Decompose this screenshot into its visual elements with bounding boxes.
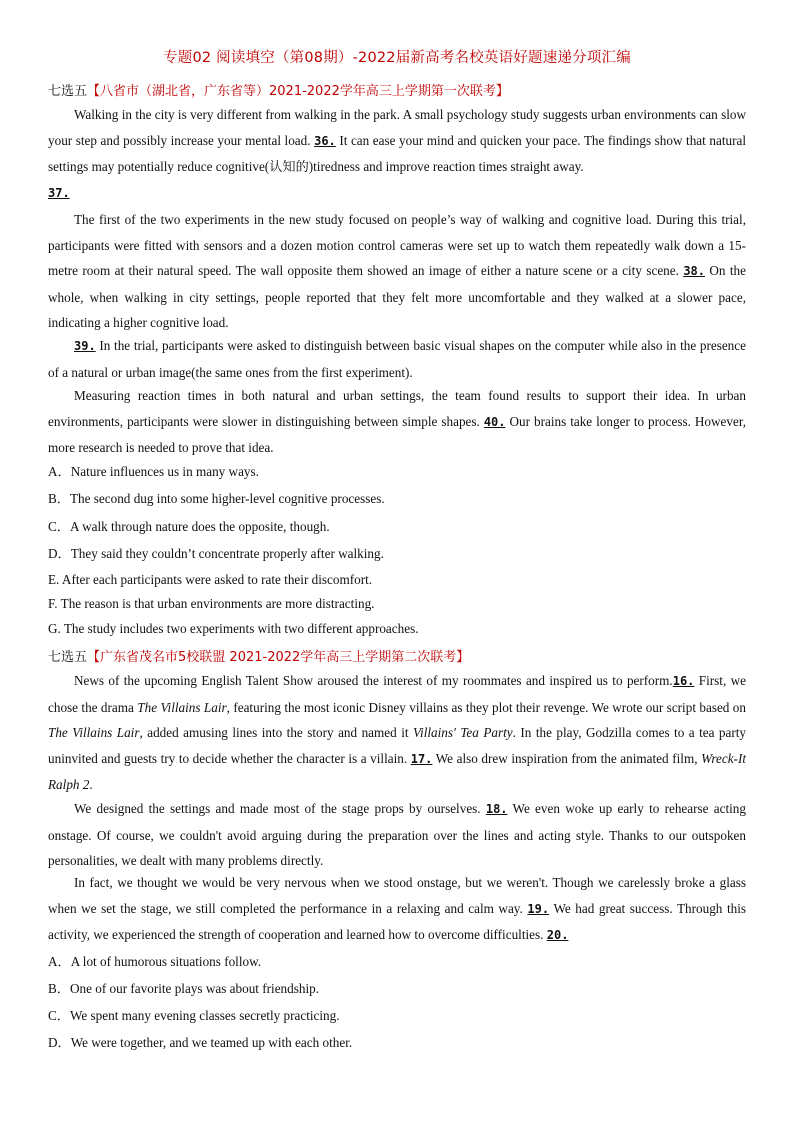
text: , featuring the most iconic Disney villains as they plot their revenge. We wrote our script based on <box>226 699 746 715</box>
text: We designed the settings and made most of the stage props by ourselves. <box>74 801 486 816</box>
text: First, we chose the drama <box>48 673 747 715</box>
s2-option-b: B．One of our favorite plays was about friendship. <box>48 981 320 996</box>
blank-36[interactable]: 36. <box>314 133 336 148</box>
s2-option-c: C．We spent many evening classes secretly practicing. <box>48 1008 340 1023</box>
s1-paragraph-3 <box>48 333 746 385</box>
s1-option-a: A．Nature influences us in many ways. <box>48 464 259 479</box>
text: News of the upcoming English Talent Show aroused the interest of my roommates and inspired us to perform. <box>74 673 673 688</box>
blank-20[interactable]: 20. <box>546 928 569 942</box>
s2-option-a: A．A lot of humorous situations follow. <box>48 954 262 969</box>
blank-19[interactable]: 19. <box>527 901 550 916</box>
s1-option-c: C．A walk through nature does the opposite, though. <box>48 519 330 534</box>
s2-paragraph-2 <box>48 796 746 874</box>
section-2-label: 七选五 <box>48 650 88 665</box>
text: Walking in the city is very different from walking in the park. A small psychology study suggests urban environments can slow your step and possibly increase your mental load. <box>48 107 746 148</box>
text: . <box>89 777 93 792</box>
text: , added amusing lines into the story and named it <box>139 725 413 740</box>
blank-17[interactable]: 17. <box>410 751 433 766</box>
s1-option-f: F. The reason is that urban environments are more distracting. <box>48 596 375 611</box>
text: In fact, we thought we would be very nervous when we stood onstage, but we weren't. Though we carelessly broke a glass when we set the stage, we still completed the performance in a relaxing and calm way. <box>48 875 746 916</box>
s1-paragraph-4 <box>48 383 746 461</box>
text: Measuring reaction times in both natural and urban settings, the team found results to support their idea. In urban environments, participants were slower in distinguishing between simple shapes. <box>48 388 746 429</box>
s1-option-e: E. After each participants were asked to rate their discomfort. <box>48 572 373 587</box>
section-1-source: 【八省市（湖北省，广东省等）2021-2022学年高三上学期第一次联考】 <box>87 84 509 99</box>
blank-40[interactable]: 40. <box>483 414 506 429</box>
text: Wreck-It Ralph 2 <box>48 750 746 792</box>
section-2-source: 【广东省茂名市5校联盟 2021-2022学年高三上学期第二次联考】 <box>87 650 470 665</box>
text: In the trial, participants were asked to distinguish between basic visual shapes on the computer while also in the presence of a natural or urban image(the same ones from the first experiment). <box>48 338 746 380</box>
s1-option-d: D．They said they couldn’t concentrate properly after walking. <box>48 546 384 561</box>
s1-paragraph-1 <box>48 102 746 206</box>
text: The Villains Lair <box>48 725 140 740</box>
s2-paragraph-1 <box>48 668 746 798</box>
blank-18[interactable]: 18. <box>485 802 508 816</box>
s1-option-b: B．The second dug into some higher-level cognitive processes. <box>48 491 385 506</box>
text: On the whole, when walking in city settings, people reported that they felt more uncomfortable and they walked at a slower pace, indicating a higher cognitive load. <box>48 263 747 330</box>
text: We also drew inspiration from the animated film, <box>432 750 702 766</box>
s1-paragraph-2 <box>48 207 746 336</box>
section-2-heading <box>48 646 748 665</box>
s2-paragraph-3 <box>48 870 746 949</box>
text: . In the play, Godzilla comes to a tea party uninvited and guests try to decide whether the character is a villain. <box>48 725 747 766</box>
s2-option-d: D．We were together, and we teamed up with each other. <box>48 1035 353 1050</box>
text: The first of the two experiments in the new study focused on people’s way of walking and cognitive load. During this trial, participants were fitted with sensors and a dozen motion control cameras were set up to watch them repeatedly walk down a 15-metre room at their natural speed. The wall opposite them showed an image of either a nature scene or a city scene. <box>48 212 746 278</box>
blank-38[interactable]: 38. <box>683 264 705 278</box>
text: Our brains take longer to process. However, more research is needed to prove that idea. <box>48 413 746 455</box>
s1-option-g: G. The study includes two experiments with two different approaches. <box>48 621 419 636</box>
section-1-heading <box>48 80 748 99</box>
blank-39[interactable]: 39. <box>74 339 96 353</box>
text: The Villains Lair <box>137 699 227 715</box>
section-1-label: 七选五 <box>48 84 88 99</box>
text: It can ease your mind and quicken your pace. The findings show that natural settings may potentially reduce cognitive(认知的)tiredness and improve reaction times straight away. <box>48 132 746 174</box>
text: We even woke up early to rehearse acting onstage. Of course, we couldn't avoid arguing during the preparation over the lines and acting style. Thanks to our outspoken personalities, we dealt with many problems directly. <box>48 801 746 868</box>
text: We had great success. Through this activity, we experienced the strength of cooperation and learned how to overcome difficulties. <box>48 900 746 942</box>
page-title: 专题02 阅读填空（第08期）-2022届新高考名校英语好题速递分项汇编 <box>163 50 631 66</box>
blank-37[interactable]: 37. <box>48 185 70 200</box>
blank-16[interactable]: 16. <box>672 674 695 688</box>
text: Villains' Tea Party <box>412 725 513 740</box>
